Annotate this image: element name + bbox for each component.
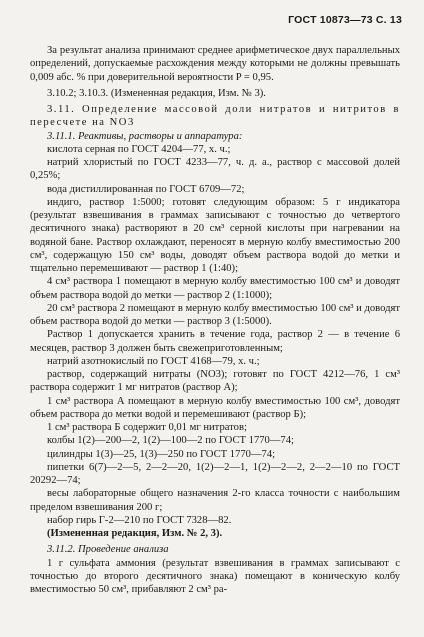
paragraph: 3.11.1. Реактивы, растворы и аппаратура: <box>47 130 243 142</box>
paragraph: За результат анализа принимают среднее арифметическое двух параллельных определений, допускаемые расхождения между которыми не должны превышать 0,009 абс. % при доверительной вероятности P = 0,95. <box>30 45 400 83</box>
document-body <box>30 44 400 596</box>
paragraph: натрий азотнокислый по ГОСТ 4168—79, х. ч.; <box>47 355 260 367</box>
paragraph: 3.11. Определение массовой доли нитратов и нитритов в пересчете на NO3 <box>30 104 400 129</box>
paragraph: 3.10.2; 3.10.3. (Измененная редакция, Изм. № 3). <box>47 87 266 99</box>
page-header: ГОСТ 10873—73 С. 13 <box>288 14 402 26</box>
paragraph: вода дистиллированная по ГОСТ 6709—72; <box>47 183 245 195</box>
paragraph: 1 см³ раствора А помещают в мерную колбу вместимостью 100 см³, доводят объем раствора до метки водой и перемешивают (раствор Б); <box>30 395 400 420</box>
paragraph: 20 см³ раствора 2 помещают в мерную колбу вместимостью 100 см³ и доводят объем раствора водой до метки — раствор 3 (1:5000). <box>30 302 400 327</box>
paragraph: набор гирь Г-2—210 по ГОСТ 7328—82. <box>47 514 232 526</box>
paragraph: Раствор 1 допускается хранить в течение года, раствор 2 — в течение 6 месяцев, раствор 3 должен быть свежеприготовленным; <box>30 329 400 354</box>
paragraph: пипетки 6(7)—2—5, 2—2—20, 1(2)—2—1, 1(2)—2—2, 2—2—10 по ГОСТ 20292—74; <box>30 461 400 486</box>
paragraph: натрий хлористый по ГОСТ 4233—77, ч. д. а., раствор с массовой долей 0,25%; <box>30 157 400 182</box>
paragraph: весы лабораторные общего назначения 2-го класса точности с наибольшим пределом взвешивания 200 г; <box>30 488 400 513</box>
paragraph: (Измененная редакция, Изм. № 2, 3). <box>47 528 223 539</box>
paragraph: раствор, содержащий нитраты (NO3); готовят по ГОСТ 4212—76, 1 см³ раствора содержит 1 мг нитратов (раствор А); <box>30 369 400 394</box>
paragraph: колбы 1(2)—200—2, 1(2)—100—2 по ГОСТ 1770—74; <box>47 435 294 447</box>
paragraph: 3.11.2. Проведение анализа <box>47 544 169 556</box>
paragraph: 1 см³ раствора Б содержит 0,01 мг нитратов; <box>47 422 247 433</box>
paragraph: индиго, раствор 1:5000; готовят следующим образом: 5 г индикатора (результат взвешивания в граммах записывают с точностью до четвертого десятичного знака) растворяют в 20 см³ серной кислоты при нагревании на водяной бане. Раствор охлаждают, переносят в мерную колбу вместимостью 200 см³, содержащую 150 см³ воды, доводят объем раствора водой до метки и тщательно перемешивают — раствор 1 (1:40); <box>30 196 400 274</box>
paragraph: 4 см³ раствора 1 помещают в мерную колбу вместимостью 100 см³ и доводят объем раствора водой до метки — раствор 2 (1:1000); <box>30 276 400 301</box>
paragraph: цилиндры 1(3)—25, 1(3)—250 по ГОСТ 1770—74; <box>47 448 276 460</box>
paragraph: 1 г сульфата аммония (результат взвешивания в граммах записывают с точностью до второго десятичного знака) помещают в коническую колбу вместимостью 50 см³, прибавляют 2 см³ ра- <box>30 557 400 595</box>
paragraph: кислота серная по ГОСТ 4204—77, х. ч.; <box>47 143 231 155</box>
